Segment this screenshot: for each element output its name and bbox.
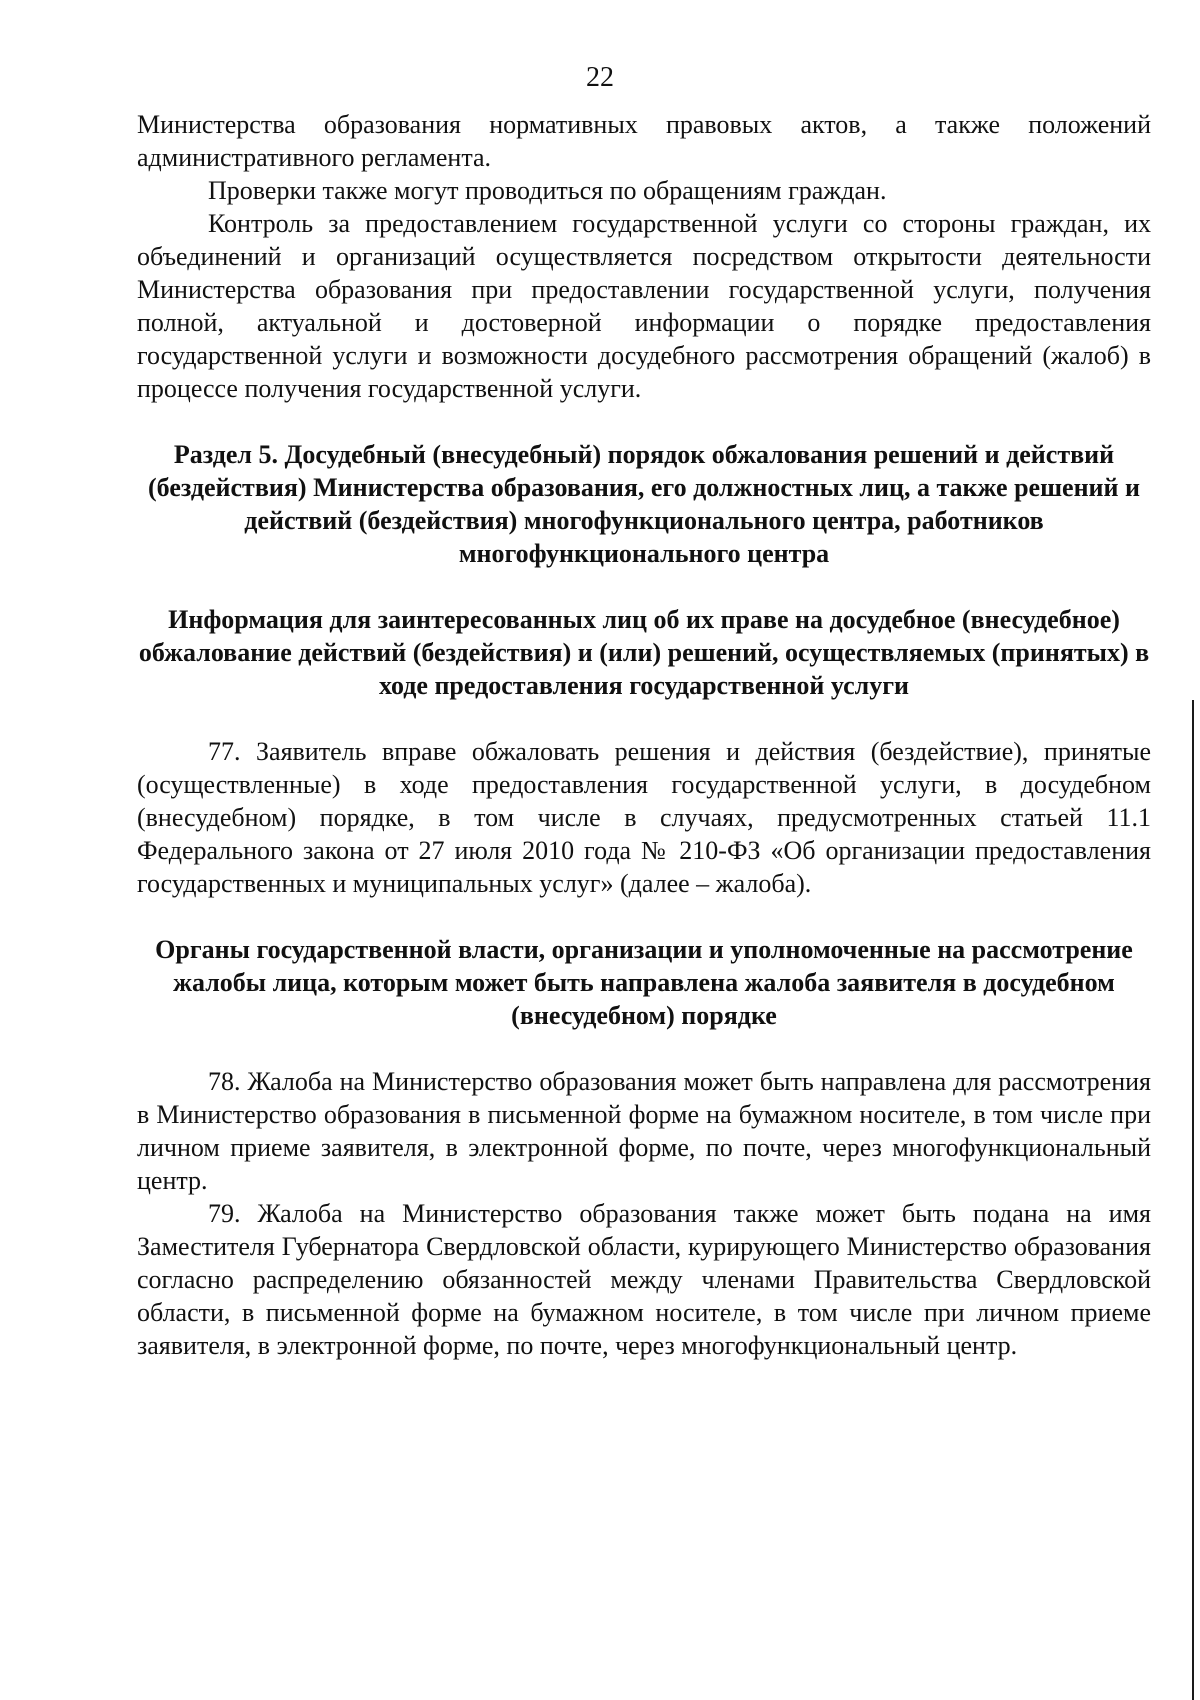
paragraph-control: Контроль за предоставлением государственной услуги со стороны граждан, их объединений и организаций осуществляется посредством открытости деятельности Министерства образования при предоставлении государственной услуги, получения полной, актуальной и достоверной информации о порядке предоставления государственной услуги и возможности досудебного рассмотрения обращений (жалоб) в процессе получения государственной услуги.	[137, 209, 1151, 403]
document-body	[137, 108, 1151, 1362]
section-5-heading: Раздел 5. Досудебный (внесудебный) порядок обжалования решений и действий (бездействия) Министерства образования, его должностных лиц, а также решений и действий (бездействия) многофункционального центра, работников многофункционального центра	[148, 440, 1140, 568]
paragraph-78: 78. Жалоба на Министерство образования может быть направлена для рассмотрения в Министерство образования в письменной форме на бумажном носителе, в том числе при личном приеме заявителя, в электронной форме, по почте, через многофункциональный центр.	[137, 1067, 1151, 1195]
subsection-organs-heading: Органы государственной власти, организации и уполномоченные на рассмотрение жалобы лица, которым может быть направлена жалоба заявителя в досудебном (внесудебном) порядке	[155, 935, 1133, 1030]
paragraph-inspections: Проверки также могут проводиться по обращениям граждан.	[208, 176, 887, 205]
subsection-info-heading: Информация для заинтересованных лиц об их праве на досудебное (внесудебное) обжалование действий (бездействия) и (или) решений, осуществляемых (принятых) в ходе предоставления государственной услуги	[138, 605, 1150, 700]
spacer	[137, 702, 1151, 735]
paragraph-79: 79. Жалоба на Министерство образования также может быть подана на имя Заместителя Губернатора Свердловской области, курирующего Министерство образования согласно распределению обязанностей между членами Правительства Свердловской области, в письменной форме на бумажном носителе, в том числе при личном приеме заявителя, в электронной форме, по почте, через многофункциональный центр.	[137, 1199, 1151, 1360]
paragraph-77: 77. Заявитель вправе обжаловать решения и действия (бездействие), принятые (осуществленные) в ходе предоставления государственной услуги, в досудебном (внесудебном) порядке, в том числе в случаях, предусмотренных статьей 11.1 Федерального закона от 27 июля 2010 года № 210-ФЗ «Об организации предоставления государственных и муниципальных услуг» (далее – жалоба).	[137, 737, 1151, 898]
paragraph-intro-continuation: Министерства образования нормативных правовых актов, а также положений административного регламента.	[137, 110, 1151, 172]
spacer	[137, 1032, 1151, 1065]
page-number: 22	[586, 62, 614, 93]
spacer	[137, 405, 1151, 438]
scan-edge-line	[1192, 700, 1194, 1700]
spacer	[137, 900, 1151, 933]
spacer	[137, 570, 1151, 603]
